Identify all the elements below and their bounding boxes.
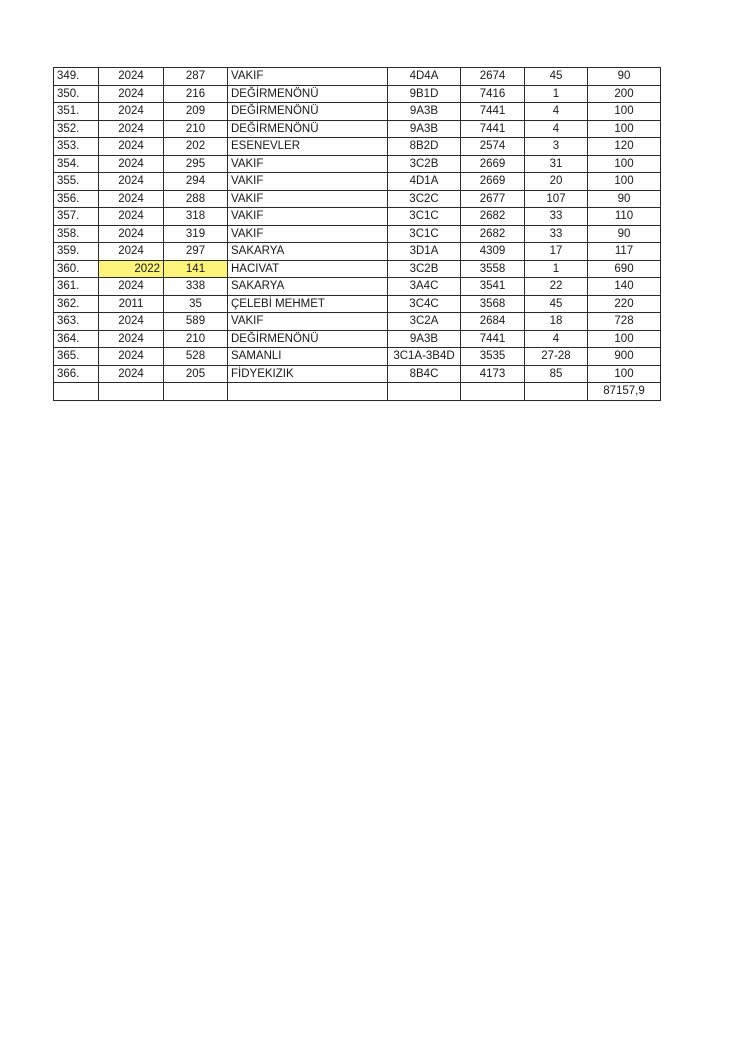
year-cell: 2011 [99,295,164,313]
year-cell: 2024 [99,208,164,226]
total-row [54,383,661,401]
map-sheet-cell: 3C4C [388,295,461,313]
block-cell: 3568 [461,295,525,313]
year-cell: 2024 [99,120,164,138]
year-cell: 2024 [99,243,164,261]
neighborhood-cell: DEĞİRMENÖNÜ [228,103,388,121]
block-cell: 7441 [461,103,525,121]
area-cell: 100 [588,103,661,121]
lot-cell: 4 [525,120,588,138]
block-cell: 7441 [461,120,525,138]
map-sheet-cell: 9A3B [388,103,461,121]
table-row [54,68,661,86]
map-sheet-cell: 9A3B [388,120,461,138]
year-cell: 2024 [99,68,164,86]
parcel-number-cell: 216 [164,85,228,103]
neighborhood-cell: VAKIF [228,190,388,208]
block-cell: 2677 [461,190,525,208]
neighborhood-cell: VAKIF [228,155,388,173]
parcel-number-cell: 338 [164,278,228,296]
parcel-number-cell: 297 [164,243,228,261]
block-cell: 2574 [461,138,525,156]
parcel-number-cell: 294 [164,173,228,191]
year-cell: 2024 [99,190,164,208]
parcel-number-cell: 318 [164,208,228,226]
lot-cell: 85 [525,365,588,383]
map-sheet-cell: 3C2B [388,260,461,278]
area-cell: 100 [588,155,661,173]
map-sheet-cell: 3C2B [388,155,461,173]
area-cell: 90 [588,225,661,243]
row-number-cell: 363. [54,313,99,331]
neighborhood-cell: VAKIF [228,313,388,331]
neighborhood-cell: VAKIF [228,225,388,243]
row-number-cell: 355. [54,173,99,191]
year-cell: 2024 [99,348,164,366]
neighborhood-cell: VAKIF [228,68,388,86]
lot-cell: 20 [525,173,588,191]
block-cell: 2684 [461,313,525,331]
lot-cell: 33 [525,225,588,243]
map-sheet-cell: 8B4C [388,365,461,383]
empty-cell [388,383,461,401]
map-sheet-cell: 3A4C [388,278,461,296]
block-cell: 3541 [461,278,525,296]
parcel-number-cell: 210 [164,120,228,138]
neighborhood-cell: DEĞİRMENÖNÜ [228,120,388,138]
table-row [54,225,661,243]
lot-cell: 1 [525,260,588,278]
neighborhood-cell: SAKARYA [228,243,388,261]
row-number-cell: 351. [54,103,99,121]
map-sheet-cell: 9B1D [388,85,461,103]
table-row [54,348,661,366]
area-cell: 220 [588,295,661,313]
empty-cell [461,383,525,401]
lot-cell: 107 [525,190,588,208]
lot-cell: 4 [525,330,588,348]
lot-cell: 18 [525,313,588,331]
map-sheet-cell: 9A3B [388,330,461,348]
table-row [54,173,661,191]
map-sheet-cell: 3C1A-3B4D [388,348,461,366]
row-number-cell: 350. [54,85,99,103]
neighborhood-cell: ESENEVLER [228,138,388,156]
area-cell: 100 [588,365,661,383]
year-cell: 2024 [99,330,164,348]
parcel-number-cell: 287 [164,68,228,86]
table-row [54,330,661,348]
table-row [54,85,661,103]
area-cell: 90 [588,68,661,86]
table-row [54,155,661,173]
neighborhood-cell: DEĞİRMENÖNÜ [228,330,388,348]
parcel-number-cell: 141 [164,260,228,278]
year-cell: 2024 [99,225,164,243]
area-cell: 117 [588,243,661,261]
year-cell: 2024 [99,85,164,103]
row-number-cell: 354. [54,155,99,173]
year-cell: 2024 [99,155,164,173]
empty-cell [525,383,588,401]
row-number-cell: 356. [54,190,99,208]
row-number-cell: 359. [54,243,99,261]
row-number-cell: 353. [54,138,99,156]
total-area-cell: 87157,9 [588,383,661,401]
row-number-cell: 365. [54,348,99,366]
row-number-cell: 349. [54,68,99,86]
parcel-number-cell: 202 [164,138,228,156]
table-row [54,313,661,331]
empty-cell [164,383,228,401]
records-table [53,67,661,401]
parcel-number-cell: 319 [164,225,228,243]
area-cell: 140 [588,278,661,296]
area-cell: 100 [588,330,661,348]
area-cell: 200 [588,85,661,103]
lot-cell: 45 [525,295,588,313]
map-sheet-cell: 3C1C [388,208,461,226]
table-row [54,365,661,383]
area-cell: 900 [588,348,661,366]
neighborhood-cell: HACIVAT [228,260,388,278]
map-sheet-cell: 3C2C [388,190,461,208]
neighborhood-cell: SAKARYA [228,278,388,296]
year-cell: 2024 [99,138,164,156]
year-cell: 2024 [99,365,164,383]
block-cell: 4173 [461,365,525,383]
neighborhood-cell: VAKIF [228,208,388,226]
row-number-cell: 360. [54,260,99,278]
row-number-cell: 364. [54,330,99,348]
block-cell: 2669 [461,173,525,191]
parcel-number-cell: 209 [164,103,228,121]
map-sheet-cell: 3D1A [388,243,461,261]
table-row [54,120,661,138]
neighborhood-cell: DEĞİRMENÖNÜ [228,85,388,103]
parcel-number-cell: 205 [164,365,228,383]
area-cell: 690 [588,260,661,278]
year-cell: 2024 [99,173,164,191]
area-cell: 100 [588,173,661,191]
area-cell: 100 [588,120,661,138]
map-sheet-cell: 3C1C [388,225,461,243]
parcel-number-cell: 295 [164,155,228,173]
map-sheet-cell: 3C2A [388,313,461,331]
area-cell: 120 [588,138,661,156]
block-cell: 7441 [461,330,525,348]
block-cell: 2669 [461,155,525,173]
table-row [54,295,661,313]
year-cell: 2022 [99,260,164,278]
lot-cell: 3 [525,138,588,156]
row-number-cell: 352. [54,120,99,138]
records-table-body [54,68,661,401]
table-row [54,103,661,121]
parcel-number-cell: 589 [164,313,228,331]
area-cell: 110 [588,208,661,226]
table-row [54,278,661,296]
block-cell: 3558 [461,260,525,278]
lot-cell: 27-28 [525,348,588,366]
map-sheet-cell: 4D4A [388,68,461,86]
row-number-cell: 366. [54,365,99,383]
neighborhood-cell: SAMANLI [228,348,388,366]
row-number-cell: 357. [54,208,99,226]
table-row [54,208,661,226]
map-sheet-cell: 4D1A [388,173,461,191]
block-cell: 2682 [461,225,525,243]
empty-cell [54,383,99,401]
lot-cell: 33 [525,208,588,226]
block-cell: 2682 [461,208,525,226]
lot-cell: 22 [525,278,588,296]
empty-cell [228,383,388,401]
neighborhood-cell: ÇELEBİ MEHMET [228,295,388,313]
table-row [54,243,661,261]
neighborhood-cell: VAKIF [228,173,388,191]
parcel-number-cell: 210 [164,330,228,348]
year-cell: 2024 [99,278,164,296]
lot-cell: 4 [525,103,588,121]
map-sheet-cell: 8B2D [388,138,461,156]
empty-cell [99,383,164,401]
block-cell: 7416 [461,85,525,103]
parcel-number-cell: 288 [164,190,228,208]
year-cell: 2024 [99,313,164,331]
block-cell: 3535 [461,348,525,366]
area-cell: 728 [588,313,661,331]
year-cell: 2024 [99,103,164,121]
table-row [54,260,661,278]
lot-cell: 17 [525,243,588,261]
lot-cell: 31 [525,155,588,173]
parcel-number-cell: 35 [164,295,228,313]
lot-cell: 45 [525,68,588,86]
table-row [54,190,661,208]
row-number-cell: 358. [54,225,99,243]
area-cell: 90 [588,190,661,208]
block-cell: 4309 [461,243,525,261]
row-number-cell: 362. [54,295,99,313]
row-number-cell: 361. [54,278,99,296]
table-row [54,138,661,156]
lot-cell: 1 [525,85,588,103]
neighborhood-cell: FİDYEKIZIK [228,365,388,383]
parcel-number-cell: 528 [164,348,228,366]
block-cell: 2674 [461,68,525,86]
